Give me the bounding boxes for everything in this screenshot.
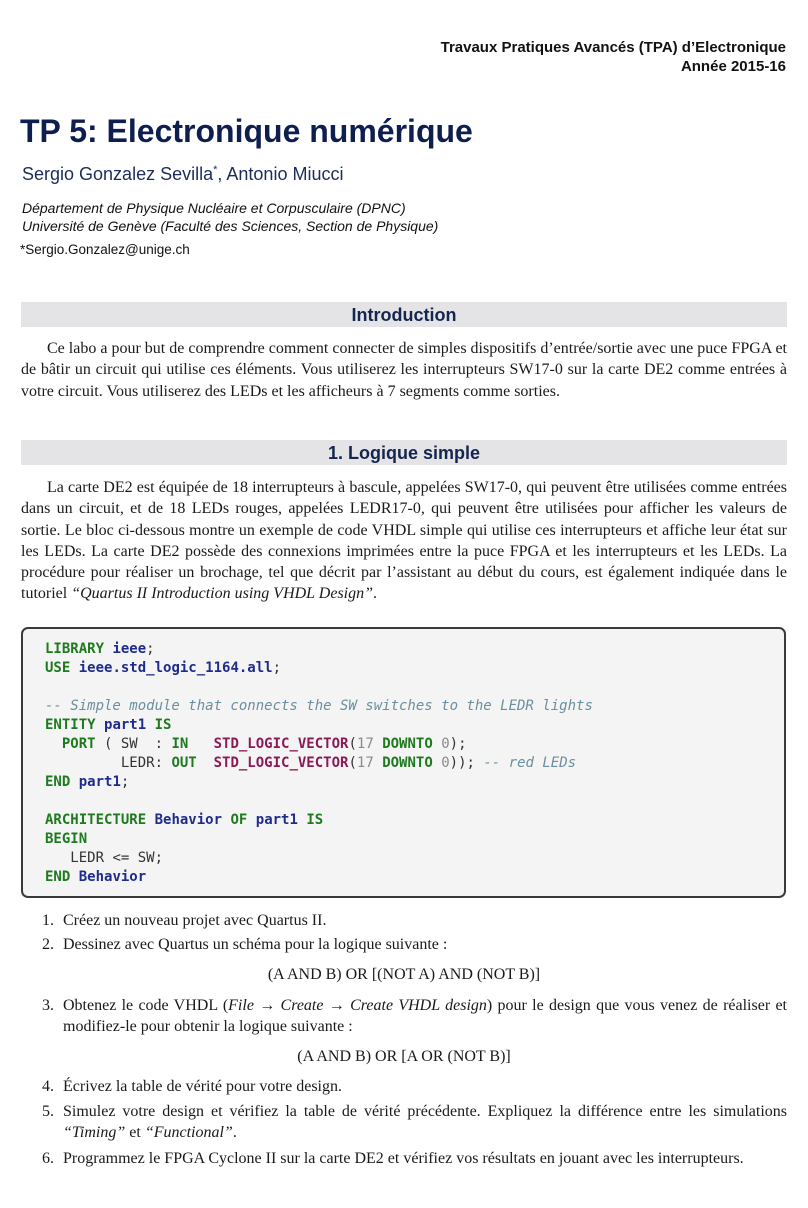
intro-paragraph xyxy=(21,338,787,402)
email-address: *Sergio.Gonzalez@unige.ch xyxy=(20,242,190,257)
section1-text: La carte DE2 est équipée de 18 interrupteurs à bascule, appelées SW17-0, qui peuvent être utilisées comme entrées dans un circuit, et de 18 LEDs rouges, appelées LEDR17-0, qui peuvent être utilisées pour afficher les valeurs de sortie. Le bloc ci-dessous montre un exemple de code VHDL simple qui utilise ces interrupteurs et affiche leur état sur les LEDs. La carte DE2 possède des connexions imprimées entre la puce FPGA et les interrupteurs et les LEDs. La procédure pour réaliser un brochage, tel que décrit par l’assistant au début du cours, est également indiquée dans le tutoriel xyxy=(21,479,787,603)
affiliation xyxy=(22,199,438,235)
code-line-architecture: ARCHITECTURE Behavior OF part1 IS xyxy=(45,812,324,828)
code-line-library: LIBRARY ieee; xyxy=(45,641,155,657)
course-name: Travaux Pratiques Avancés (TPA) d’Electronique xyxy=(440,39,786,56)
course-year: Année 2015-16 xyxy=(680,58,786,75)
affiliation-line-1: Département de Physique Nucléaire et Corpusculaire (DPNC) xyxy=(22,200,406,216)
code-line-use: USE ieee.std_logic_1164.all; xyxy=(45,660,282,676)
code-line-entity: ENTITY part1 IS xyxy=(45,717,172,733)
section1-paragraph xyxy=(21,477,787,605)
vhdl-code-block xyxy=(21,627,786,898)
intro-text: Ce labo a pour but de comprendre comment connecter de simples dispositifs d’entrée/sortie avec une puce FPGA et de bâtir un circuit qui utilise ces éléments. Vous utiliserez les interrupteurs SW17-0 sur la carte DE2 comme entrées à votre circuit. Vous utiliserez des LEDs et les afficheurs à 7 segments comme sorties. xyxy=(21,340,787,400)
author-rest: , Antonio Miucci xyxy=(217,164,344,184)
code-line-end-entity: END part1; xyxy=(45,774,130,790)
tutorial-title: “Quartus II Introduction using VHDL Design” xyxy=(71,585,374,603)
section1-end: . xyxy=(373,585,378,603)
menu-path: File → Create → Create VHDL design xyxy=(228,997,487,1014)
author-1: Sergio Gonzalez Sevilla xyxy=(22,164,214,184)
authors xyxy=(22,164,343,185)
code-line-begin: BEGIN xyxy=(45,831,88,847)
section-heading-introduction: Introduction xyxy=(21,302,787,327)
code-line-port-sw: PORT ( SW : IN STD_LOGIC_VECTOR(17 DOWNTO 0); xyxy=(61,736,467,752)
page-title: TP 5: Electronique numérique xyxy=(20,113,473,149)
course-header xyxy=(441,38,786,76)
code-line-assign: LEDR <= SW; xyxy=(70,850,164,866)
section-heading-logic: 1. Logique simple xyxy=(21,440,787,465)
affiliation-line-2: Université de Genève (Faculté des Sciences, Section de Physique) xyxy=(22,218,439,234)
code-line-end-arch: END Behavior xyxy=(45,869,147,885)
author-mark: * xyxy=(213,164,218,176)
formula-1: (A AND B) OR [(NOT A) AND (NOT B)] xyxy=(267,966,541,983)
formula-2: (A AND B) OR [A OR (NOT B)] xyxy=(297,1048,511,1065)
code-line-port-ledr: LEDR: OUT STD_LOGIC_VECTOR(17 DOWNTO 0)); -- red LEDs xyxy=(120,755,577,771)
code-line-comment: -- Simple module that connects the SW switches to the LEDR lights xyxy=(45,698,593,714)
